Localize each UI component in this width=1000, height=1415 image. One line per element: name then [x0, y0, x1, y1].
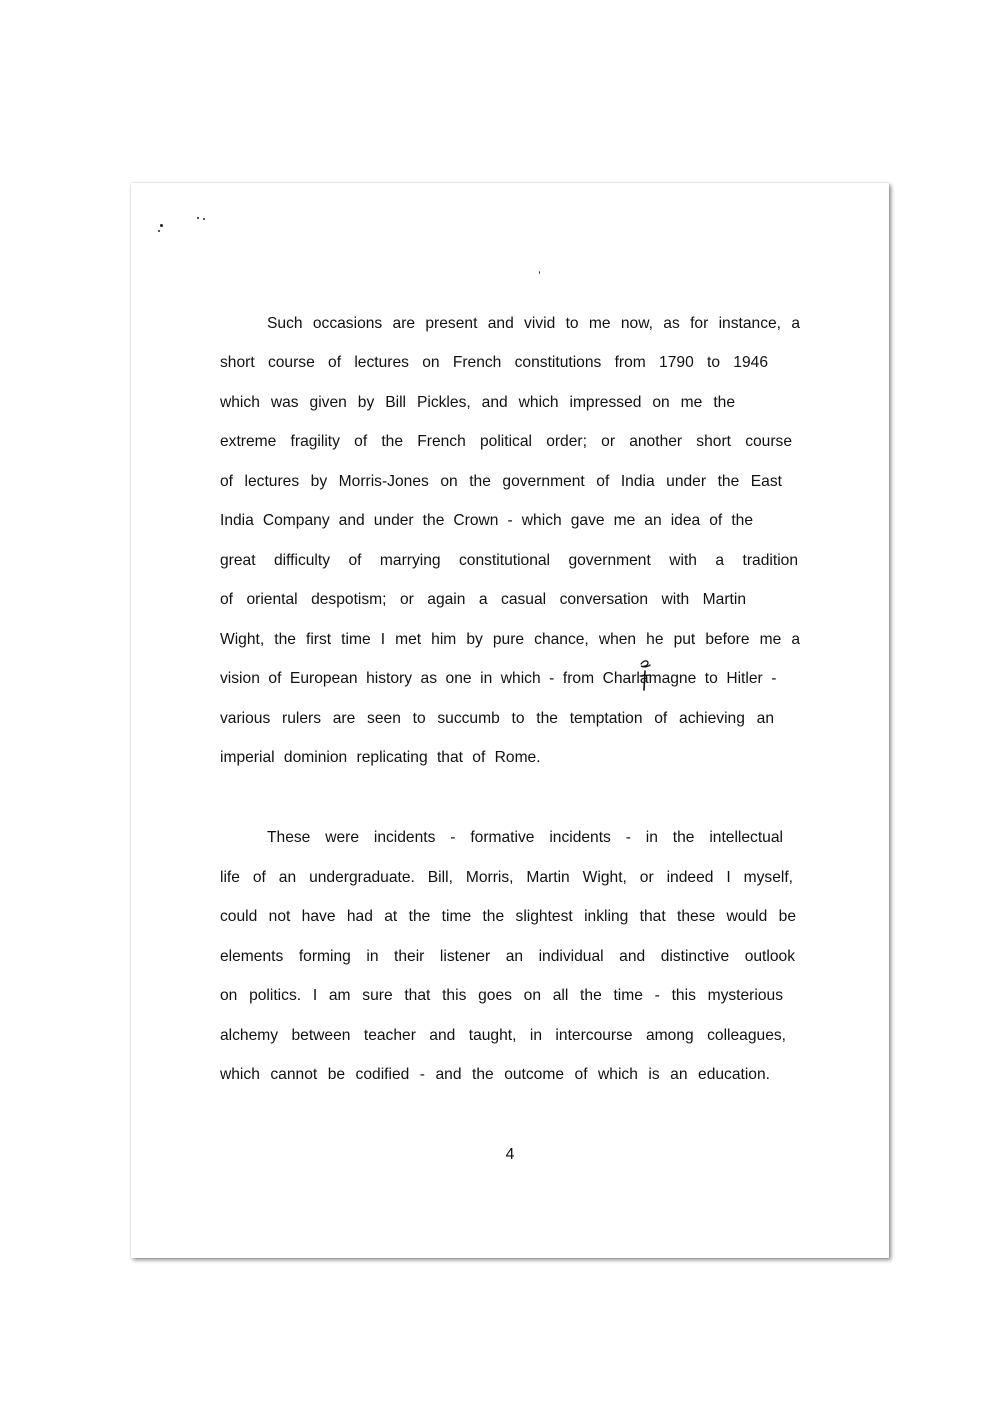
line-10-after-correction: magne to Hitler - [648, 670, 777, 687]
scan-speck [158, 230, 160, 232]
handwritten-correction [640, 669, 649, 689]
document-page [131, 183, 889, 1258]
corrected-letter: a [639, 670, 649, 687]
paragraph-1-line-7: great difficulty of marrying constitutional government with a tradition [220, 552, 798, 569]
paragraph-1-line-6: India Company and under the Crown - which gave me an idea of the [220, 512, 753, 529]
paragraph-2-line-6: alchemy between teacher and taught, in intercourse among colleagues, [220, 1027, 786, 1044]
paragraph-1-line-5: of lectures by Morris-Jones on the government of India under the East [220, 473, 782, 490]
paragraph-1-line-2: short course of lectures on French constitutions from 1790 to 1946 [220, 354, 768, 371]
paragraph-1-line-11: various rulers are seen to succumb to the temptation of achieving an [220, 710, 774, 727]
paragraph-2-line-1: These were incidents - formative incidents - in the intellectual [267, 829, 783, 846]
scan-speck [160, 224, 163, 227]
paragraph-1-line-3: which was given by Bill Pickles, and which impressed on me the [220, 394, 735, 411]
paragraph-2-line-7: which cannot be codified - and the outcome of which is an education. [220, 1066, 770, 1083]
paragraph-1-line-1: Such occasions are present and vivid to me now, as for instance, a [267, 315, 800, 332]
scan-speck [203, 218, 205, 220]
line-10-before-correction: vision of European history as one in which - from Charl [220, 670, 640, 687]
paragraph-2-line-4: elements forming in their listener an individual and distinctive outlook [220, 948, 795, 965]
paragraph-1-line-12: imperial dominion replicating that of Rome. [220, 749, 541, 766]
paragraph-2-line-5: on politics. I am sure that this goes on all the time - this mysterious [220, 987, 783, 1004]
scan-speck [197, 217, 199, 219]
paragraph-1-line-9: Wight, the first time I met him by pure chance, when he put before me a [220, 631, 800, 648]
paragraph-1-line-4: extreme fragility of the French political order; or another short course [220, 433, 792, 450]
paragraph-2-line-3: could not have had at the time the slightest inkling that these would be [220, 908, 796, 925]
scan-speck [539, 271, 540, 274]
page-number: 4 [505, 1146, 515, 1163]
paragraph-1-line-10 [220, 669, 776, 689]
paragraph-2-line-2: life of an undergraduate. Bill, Morris, Martin Wight, or indeed I myself, [220, 869, 793, 886]
paragraph-1-line-8: of oriental despotism; or again a casual conversation with Martin [220, 591, 746, 608]
